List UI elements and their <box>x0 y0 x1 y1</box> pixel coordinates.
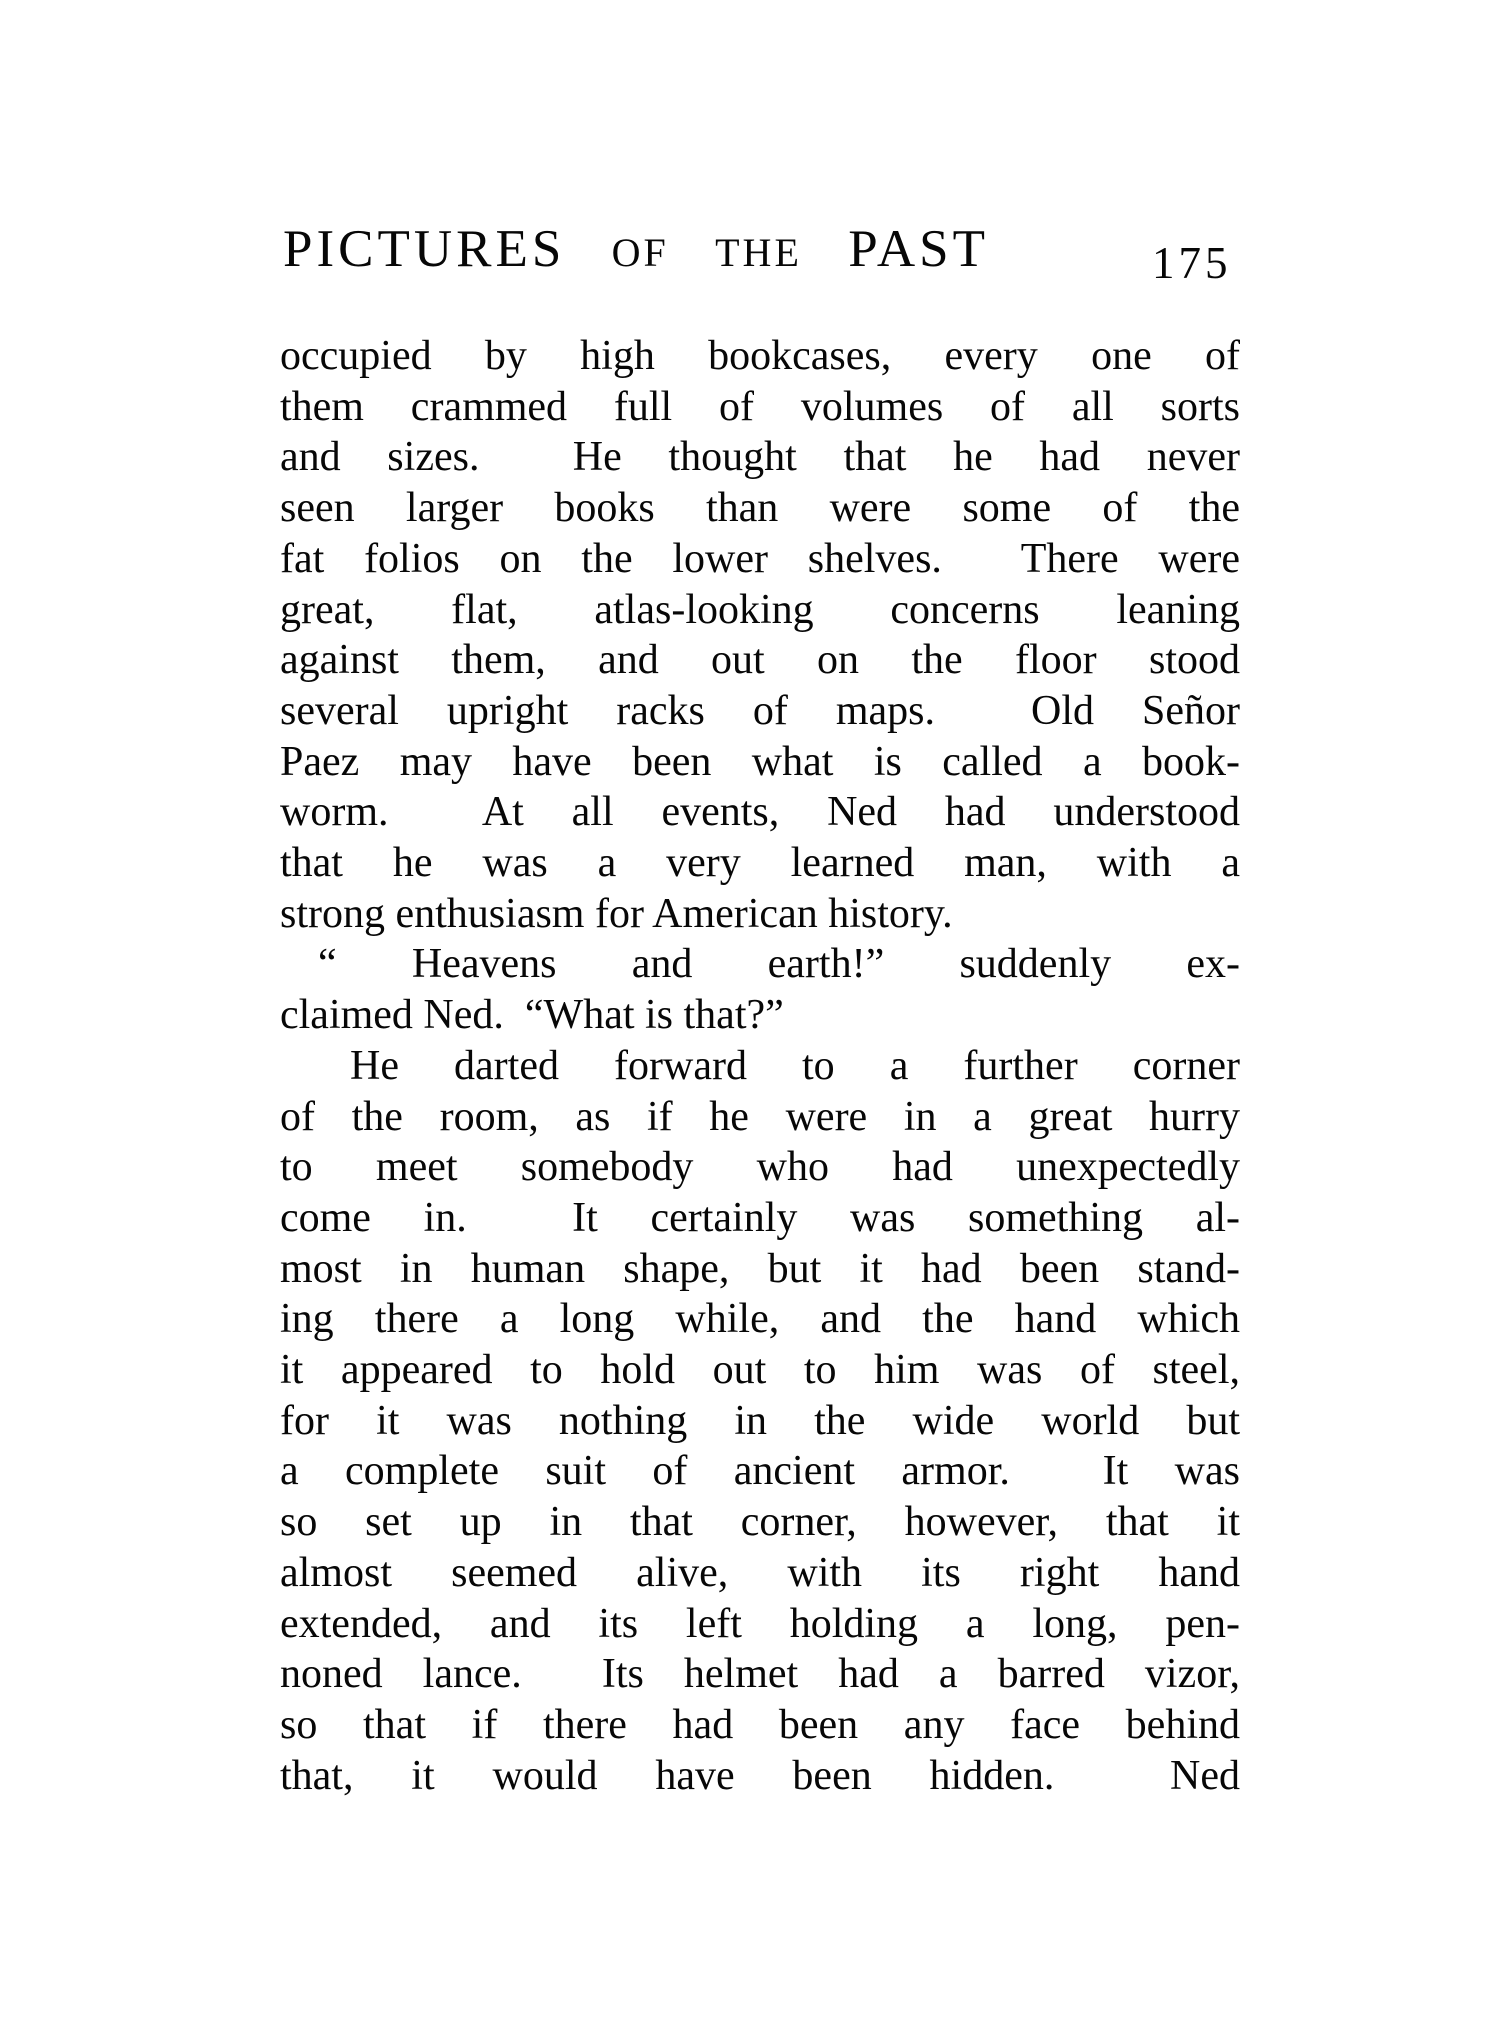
header-word: PAST <box>848 220 989 278</box>
text-line: and sizes. He thought that he had never <box>280 434 1240 481</box>
text-line: it appeared to hold out to him was of steel, <box>280 1347 1240 1394</box>
text-line: fat folios on the lower shelves. There were <box>280 535 1240 582</box>
text-line: “ Heavens and earth!” suddenly ex- <box>318 941 1240 988</box>
text-line: that he was a very learned man, with a <box>280 840 1240 887</box>
text-line: most in human shape, but it had been stand- <box>280 1245 1240 1292</box>
text-line: for it was nothing in the wide world but <box>280 1397 1240 1444</box>
page-number: 175 <box>1152 238 1232 288</box>
text-line: occupied by high bookcases, every one of <box>280 333 1240 379</box>
text-line: of the room, as if he were in a great hurry <box>280 1093 1240 1140</box>
text-line: several upright racks of maps. Old Señor <box>280 687 1240 734</box>
text-line: worm. At all events, Ned had understood <box>280 789 1240 836</box>
text-line: so that if there had been any face behind <box>280 1701 1240 1748</box>
text-line: Paez may have been what is called a book- <box>280 738 1240 785</box>
text-line: come in. It certainly was something al- <box>280 1194 1240 1241</box>
text-line: to meet somebody who had unexpectedly <box>280 1144 1240 1191</box>
text-line: them crammed full of volumes of all sorts <box>280 383 1240 430</box>
body-text <box>280 331 1240 1801</box>
text-line: noned lance. Its helmet had a barred vizor, <box>280 1651 1240 1698</box>
header-word: PICTURES <box>283 220 566 278</box>
text-line: that, it would have been hidden. Ned <box>280 1752 1240 1799</box>
header-word: OF <box>611 230 669 275</box>
text-line: He darted forward to a further corner <box>350 1042 1240 1089</box>
text-line: a complete suit of ancient armor. It was <box>280 1448 1240 1495</box>
text-line: so set up in that corner, however, that it <box>280 1499 1240 1546</box>
text-line: seen larger books than were some of the <box>280 485 1240 532</box>
text-line: claimed Ned. “What is that?” <box>280 992 784 1039</box>
text-line: great, flat, atlas-looking concerns leaning <box>280 586 1240 633</box>
text-line: extended, and its left holding a long, pen- <box>280 1600 1240 1647</box>
text-line: almost seemed alive, with its right hand <box>280 1549 1240 1596</box>
header-word: THE <box>715 230 802 275</box>
text-line: ing there a long while, and the hand which <box>280 1296 1240 1343</box>
text-line: strong enthusiasm for American history. <box>280 890 953 937</box>
text-line: against them, and out on the floor stood <box>280 637 1240 684</box>
page-header <box>283 220 989 278</box>
